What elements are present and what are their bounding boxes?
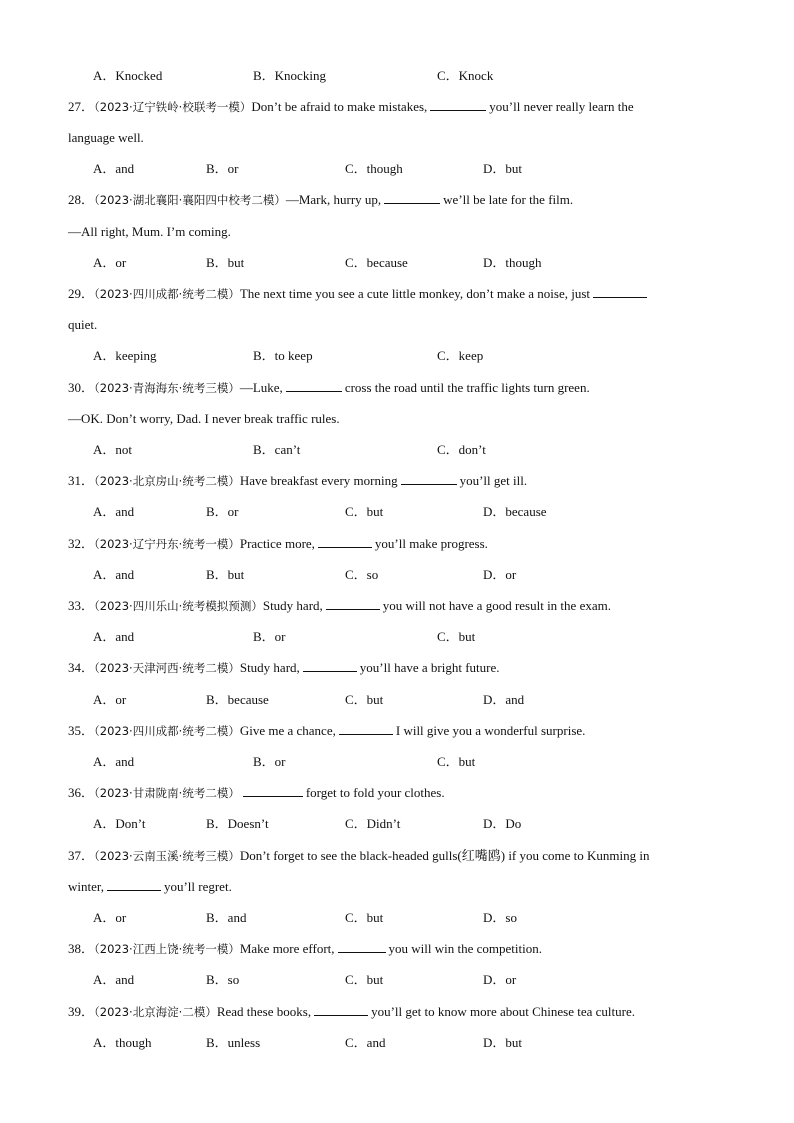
q38-text-after: you will win the competition. xyxy=(388,941,543,956)
q38-option-c: C．but xyxy=(345,972,384,987)
q39-option-a: A．though xyxy=(93,1035,152,1050)
q28-number: 28． xyxy=(68,192,95,207)
q29-option-b: B．to keep xyxy=(253,348,313,363)
q37-number: 37． xyxy=(68,848,95,863)
q28-source: （2023·湖北襄阳·襄阳四中校考二模） xyxy=(94,193,286,207)
q28-option-a: A．or xyxy=(93,255,127,270)
q30-options xyxy=(93,439,713,461)
q34-blank xyxy=(303,657,357,672)
q36-blank xyxy=(243,782,303,797)
q37-blank xyxy=(107,876,161,891)
q38-stem xyxy=(68,938,728,960)
q29-source: （2023·四川成都·统考二模） xyxy=(94,287,240,301)
q30-text-before: —Luke, xyxy=(239,380,283,395)
q35-option-b: B．or xyxy=(253,754,286,769)
q39-source: （2023·北京海淀·二模） xyxy=(94,1005,217,1019)
q39-text-before: Read these books, xyxy=(216,1004,312,1019)
q36-text-after: forget to fold your clothes. xyxy=(305,785,445,800)
q35-blank xyxy=(339,720,393,735)
q35-option-c: C．but xyxy=(437,754,476,769)
q34-text-after: you’ll have a bright future. xyxy=(359,660,500,675)
q31-blank xyxy=(401,470,457,485)
q27-option-d: D．but xyxy=(483,161,523,176)
q27-text-after: you’ll never really learn the xyxy=(489,99,634,114)
q26-option-c: C．Knock xyxy=(437,68,494,83)
q32-number: 32． xyxy=(68,536,95,551)
q34-option-d: D．and xyxy=(483,692,525,707)
q36-option-b: B．Doesn’t xyxy=(206,816,269,831)
q31-text-after: you’ll get ill. xyxy=(459,473,528,488)
q38-source: （2023·江西上饶·统考一模） xyxy=(94,942,240,956)
q32-option-c: C．so xyxy=(345,567,379,582)
q29-option-a: A．keeping xyxy=(93,348,157,363)
q37-options xyxy=(93,907,713,929)
q36-option-d: D．Do xyxy=(483,816,522,831)
q30-source: （2023·青海海东·统考三模） xyxy=(94,381,240,395)
q37-option-d: D．so xyxy=(483,910,517,925)
q31-source: （2023·北京房山·统考二模） xyxy=(94,474,240,488)
q28-stem-continued: —All right, Mum. I’m coming. xyxy=(68,224,231,239)
q34-source: （2023·天津河西·统考二模） xyxy=(94,661,240,675)
q34-number: 34． xyxy=(68,660,95,675)
q39-option-c: C．and xyxy=(345,1035,386,1050)
q34-option-b: B．because xyxy=(206,692,269,707)
q27-options xyxy=(93,158,713,180)
q31-option-d: D．because xyxy=(483,504,547,519)
q29-stem xyxy=(68,283,728,305)
q33-text-before: Study hard, xyxy=(262,598,323,613)
q32-source: （2023·辽宁丹东·统考一模） xyxy=(94,537,240,551)
q31-option-c: C．but xyxy=(345,504,384,519)
q33-options xyxy=(93,626,713,648)
q29-option-c: C．keep xyxy=(437,348,484,363)
q32-option-b: B．but xyxy=(206,567,245,582)
q32-blank xyxy=(318,533,372,548)
q32-option-a: A．and xyxy=(93,567,135,582)
q34-stem xyxy=(68,657,728,679)
q27-option-a: A．and xyxy=(93,161,135,176)
q27-stem-continued: language well. xyxy=(68,130,144,145)
q28-option-d: D．though xyxy=(483,255,542,270)
q34-options xyxy=(93,689,713,711)
q26-option-b: B．Knocking xyxy=(253,68,326,83)
q28-text-before: —Mark, hurry up, xyxy=(285,192,382,207)
q31-option-b: B．or xyxy=(206,504,239,519)
q28-option-c: C．because xyxy=(345,255,408,270)
q29-number: 29． xyxy=(68,286,95,301)
q38-number: 38． xyxy=(68,941,95,956)
q32-text-before: Practice more, xyxy=(239,536,315,551)
q29-text-before: The next time you see a cute little monkey, don’t make a noise, just xyxy=(239,286,591,301)
q33-option-b: B．or xyxy=(253,629,286,644)
q29-blank xyxy=(593,283,647,298)
q36-stem xyxy=(68,782,728,804)
q37-source: （2023·云南玉溪·统考三模） xyxy=(94,849,240,863)
q32-stem xyxy=(68,533,728,555)
q37-option-a: A．or xyxy=(93,910,127,925)
q39-options xyxy=(93,1032,713,1054)
q27-stem xyxy=(68,96,728,118)
q28-blank xyxy=(384,189,440,204)
q37-stem-continued xyxy=(68,876,728,898)
q35-text-after: I will give you a wonderful surprise. xyxy=(395,723,586,738)
q27-blank xyxy=(430,96,486,111)
q30-blank xyxy=(286,377,342,392)
q37-stem xyxy=(68,845,728,867)
q39-option-b: B．unless xyxy=(206,1035,261,1050)
q39-option-d: D．but xyxy=(483,1035,523,1050)
q33-source: （2023·四川乐山·统考模拟预测） xyxy=(94,599,263,613)
q27-source: （2023·辽宁铁岭·校联考一模） xyxy=(94,100,252,114)
q37-text-after: you’ll regret. xyxy=(163,879,232,894)
q26-options xyxy=(93,65,713,87)
q30-text-after: cross the road until the traffic lights turn green. xyxy=(344,380,590,395)
q27-option-b: B．or xyxy=(206,161,239,176)
q28-options xyxy=(93,252,713,274)
q36-source: （2023·甘肃陇南·统考二模） xyxy=(94,786,240,800)
q27-option-c: C．though xyxy=(345,161,403,176)
q37-option-b: B．and xyxy=(206,910,247,925)
q34-option-a: A．or xyxy=(93,692,127,707)
q33-number: 33． xyxy=(68,598,95,613)
q33-option-c: C．but xyxy=(437,629,476,644)
q31-stem xyxy=(68,470,728,492)
q39-text-after: you’ll get to know more about Chinese tea culture. xyxy=(371,1004,635,1019)
q39-blank xyxy=(314,1001,368,1016)
q37-text-before: winter, xyxy=(68,879,104,894)
q27-text-before: Don’t be afraid to make mistakes, xyxy=(251,99,428,114)
q31-text-before: Have breakfast every morning xyxy=(239,473,398,488)
q29-stem-continued: quiet. xyxy=(68,317,98,332)
q32-option-d: D．or xyxy=(483,567,517,582)
q34-text-before: Study hard, xyxy=(239,660,300,675)
q32-options xyxy=(93,564,713,586)
q39-number: 39． xyxy=(68,1004,95,1019)
q33-option-a: A．and xyxy=(93,629,135,644)
q38-blank xyxy=(338,938,386,953)
q30-option-a: A．not xyxy=(93,442,133,457)
q26-option-a: A．Knocked xyxy=(93,68,163,83)
q36-number: 36． xyxy=(68,785,95,800)
q35-stem xyxy=(68,720,728,742)
q38-option-b: B．so xyxy=(206,972,240,987)
q35-options xyxy=(93,751,713,773)
q35-text-before: Give me a chance, xyxy=(239,723,336,738)
q30-stem-continued: —OK. Don’t worry, Dad. I never break traffic rules. xyxy=(68,411,340,426)
q33-text-after: you will not have a good result in the exam. xyxy=(382,598,611,613)
q37-text: Don’t forget to see the black-headed gulls(红嘴鸥) if you come to Kunming in xyxy=(239,848,650,863)
q31-option-a: A．and xyxy=(93,504,135,519)
q35-option-a: A．and xyxy=(93,754,135,769)
q32-text-after: you’ll make progress. xyxy=(374,536,488,551)
q38-options xyxy=(93,969,713,991)
q36-option-a: A．Don’t xyxy=(93,816,146,831)
q37-option-c: C．but xyxy=(345,910,384,925)
q38-text-before: Make more effort, xyxy=(239,941,335,956)
q33-blank xyxy=(326,595,380,610)
q35-number: 35． xyxy=(68,723,95,738)
q31-options xyxy=(93,501,713,523)
q30-stem xyxy=(68,377,728,399)
q38-option-a: A．and xyxy=(93,972,135,987)
q30-option-b: B．can’t xyxy=(253,442,301,457)
q30-number: 30． xyxy=(68,380,95,395)
q28-text-after: we’ll be late for the film. xyxy=(443,192,574,207)
q38-option-d: D．or xyxy=(483,972,517,987)
q39-stem xyxy=(68,1001,728,1023)
q28-stem xyxy=(68,189,728,211)
q31-number: 31． xyxy=(68,473,95,488)
q35-source: （2023·四川成都·统考二模） xyxy=(94,724,240,738)
q36-options xyxy=(93,813,713,835)
q27-number: 27． xyxy=(68,99,95,114)
q28-option-b: B．but xyxy=(206,255,245,270)
q30-option-c: C．don’t xyxy=(437,442,486,457)
q34-option-c: C．but xyxy=(345,692,384,707)
q36-option-c: C．Didn’t xyxy=(345,816,401,831)
q29-options xyxy=(93,345,713,367)
q33-stem xyxy=(68,595,728,617)
